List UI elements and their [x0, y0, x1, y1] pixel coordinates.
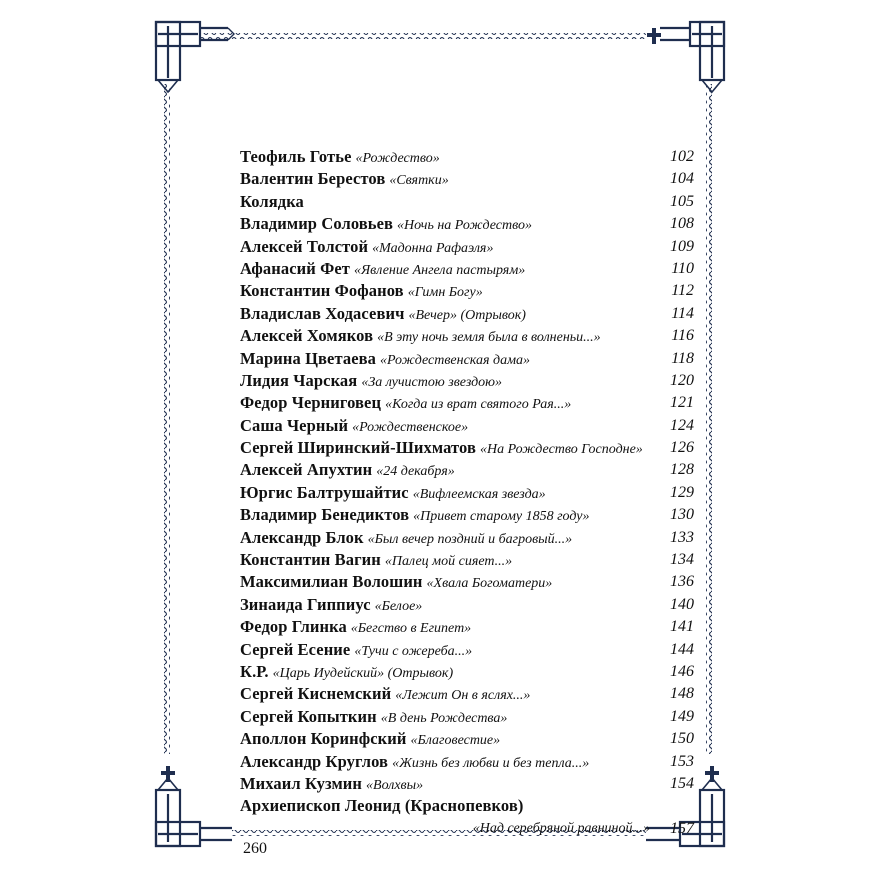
- toc-title: «Явление Ангела пастырям»: [353, 262, 526, 278]
- cross-icon: [705, 766, 719, 782]
- toc-author: Максимилиан Волошин: [240, 572, 423, 592]
- page-number: 260: [243, 840, 267, 857]
- toc-page-number: 110: [671, 259, 694, 277]
- toc-title: «В день Рождества»: [380, 710, 508, 726]
- toc-author: Колядка: [240, 191, 304, 211]
- toc-title: «Лежит Он в яслях...»: [395, 688, 531, 704]
- toc-author: Владимир Соловьев: [240, 214, 394, 234]
- toc-author: Сергей Ширинский-Шихматов: [240, 438, 476, 458]
- toc-page-number: 120: [670, 371, 694, 389]
- toc-entry[interactable]: [240, 728, 694, 750]
- toc-title: «Ночь на Рождество»: [397, 218, 532, 234]
- toc-author: Алексей Толстой: [240, 236, 369, 256]
- toc-entry[interactable]: [240, 325, 694, 347]
- toc-page-number: 154: [670, 774, 694, 792]
- toc-page-number: 126: [670, 439, 694, 457]
- toc-page-number: 109: [670, 237, 694, 255]
- toc-page-number: 116: [671, 327, 694, 345]
- toc-entry-last[interactable]: [240, 795, 694, 817]
- toc-page-number: 157: [670, 819, 694, 837]
- toc-entry[interactable]: [240, 236, 694, 258]
- toc-author: Сергей Есение: [240, 639, 351, 659]
- toc-author: Алексей Апухтин: [240, 460, 373, 480]
- toc-author: Федор Глинка: [240, 617, 347, 637]
- toc-entry[interactable]: [240, 549, 694, 571]
- toc-page-number: 149: [670, 707, 694, 725]
- toc-page-number: 114: [671, 304, 694, 322]
- toc-entry[interactable]: [240, 258, 694, 280]
- toc-title: «Волхвы»: [366, 777, 424, 793]
- toc-author: Лидия Чарская: [240, 370, 358, 390]
- corner-ornament-top-right: [660, 22, 724, 92]
- toc-title: «В эту ночь земля была в волненьи...»: [377, 330, 601, 346]
- toc-page-number: 129: [670, 483, 694, 501]
- toc-entry[interactable]: [240, 191, 694, 213]
- toc-entry[interactable]: [240, 751, 694, 773]
- toc-entry[interactable]: [240, 616, 694, 638]
- corner-ornament-bottom-left: [156, 778, 232, 846]
- toc-page-number: 112: [671, 282, 694, 300]
- toc-author: Федор Черниговец: [240, 393, 382, 413]
- toc-title: «Святки»: [389, 173, 449, 189]
- toc-author: Александр Круглов: [240, 751, 389, 771]
- toc-page-number: 108: [670, 215, 694, 233]
- toc-title: «Палец мой сияет...»: [384, 554, 513, 570]
- toc-title: «24 декабря»: [376, 464, 455, 480]
- cross-icon: [161, 766, 175, 782]
- toc-author: Владимир Бенедиктов: [240, 505, 410, 525]
- toc-title: «Тучи с ожереба...»: [354, 643, 473, 659]
- toc-author: Юргис Балтрушайтис: [240, 482, 409, 502]
- toc-author: Сергей Копыткин: [240, 706, 377, 726]
- toc-entry[interactable]: [240, 392, 694, 414]
- toc-author: Теофиль Готье: [240, 147, 352, 166]
- toc-page-number: 144: [670, 640, 694, 658]
- toc-title: «Жизнь без любви и без тепла...»: [392, 755, 590, 771]
- toc-title: «Рождественское»: [352, 419, 469, 435]
- toc-page-number: 130: [670, 506, 694, 524]
- toc-page-number: 134: [670, 551, 694, 569]
- toc-entry[interactable]: [240, 168, 694, 190]
- toc-title: «Бегство в Египет»: [350, 621, 472, 637]
- toc-author: Валентин Берестов: [240, 169, 386, 189]
- toc-author: Зинаида Гиппиус: [240, 594, 371, 614]
- toc-page-number: 136: [670, 573, 694, 591]
- toc-page-number: 146: [670, 662, 694, 680]
- toc-page-number: 118: [671, 349, 694, 367]
- toc-title: «Вифлеемская звезда»: [412, 486, 546, 502]
- toc-entry[interactable]: [240, 303, 694, 325]
- toc-entry[interactable]: [240, 683, 694, 705]
- toc-title: «Белое»: [374, 598, 423, 614]
- toc-author: Сергей Киснемский: [240, 684, 392, 704]
- toc-entry-last-subline: [240, 818, 694, 840]
- toc-title: «Хвала Богоматери»: [426, 576, 553, 592]
- frame-top-border: [200, 33, 646, 39]
- toc-page-number: 104: [670, 170, 694, 188]
- toc-entry[interactable]: [240, 459, 694, 481]
- toc-title: «Рождество»: [355, 151, 440, 166]
- toc-page-number: 121: [670, 394, 694, 412]
- toc-entry[interactable]: [240, 571, 694, 593]
- toc-page-number: 148: [670, 685, 694, 703]
- toc-title: «Рождественская дама»: [380, 352, 531, 368]
- toc-title: «Мадонна Рафаэля»: [372, 240, 494, 256]
- toc-title: «Был вечер поздний и багровый...»: [367, 531, 573, 547]
- toc-entry[interactable]: [240, 594, 694, 616]
- toc-page-number: 105: [670, 192, 694, 210]
- toc-entry[interactable]: [240, 527, 694, 549]
- toc-author: Михаил Кузмин: [240, 773, 363, 793]
- toc-author: Марина Цветаева: [240, 348, 376, 368]
- toc-title: «Вечер» (Отрывок): [408, 307, 526, 323]
- toc-title: «За лучистою звездою»: [361, 374, 503, 390]
- toc-page-number: 128: [670, 461, 694, 479]
- toc-entry[interactable]: [240, 146, 694, 168]
- toc-page-number: 124: [670, 416, 694, 434]
- toc-page-number: 141: [670, 618, 694, 636]
- toc-entry[interactable]: [240, 661, 694, 683]
- toc-page-number: 153: [670, 752, 694, 770]
- toc-author: К.Р.: [240, 661, 269, 681]
- toc-author: Алексей Хомяков: [240, 326, 374, 346]
- toc-title: «На Рождество Господне»: [479, 442, 643, 458]
- toc-author: Архиепископ Леонид (Краснопевков): [240, 796, 524, 816]
- table-of-contents: [240, 146, 694, 840]
- toc-entry[interactable]: [240, 773, 694, 795]
- toc-author: Александр Блок: [240, 527, 364, 547]
- toc-entry[interactable]: [240, 706, 694, 728]
- cross-icon: [647, 28, 661, 44]
- toc-entry[interactable]: [240, 370, 694, 392]
- toc-title: «Гимн Богу»: [407, 285, 483, 301]
- toc-entry[interactable]: [240, 213, 694, 235]
- toc-entry[interactable]: [240, 437, 694, 459]
- toc-author: Афанасий Фет: [240, 258, 350, 278]
- toc-page-number: 133: [670, 528, 694, 546]
- toc-title: «Царь Иудейский» (Отрывок): [272, 665, 454, 681]
- toc-entry[interactable]: [240, 482, 694, 504]
- toc-title: «Когда из врат святого Рая...»: [385, 397, 572, 413]
- toc-author: Саша Черный: [240, 415, 349, 435]
- toc-page-number: 150: [670, 730, 694, 748]
- toc-author: Константин Вагин: [240, 550, 381, 570]
- toc-entry[interactable]: [240, 639, 694, 661]
- toc-page-number: 102: [670, 148, 694, 165]
- frame-left-border: [164, 84, 170, 754]
- toc-author: Аполлон Коринфский: [240, 729, 407, 749]
- toc-author: Константин Фофанов: [240, 281, 404, 301]
- toc-title: «Над серебряной равниной...»: [472, 820, 650, 836]
- toc-author: Владислав Ходасевич: [240, 303, 405, 323]
- toc-title: «Благовестие»: [410, 733, 501, 749]
- toc-title: «Привет старому 1858 году»: [413, 509, 590, 525]
- toc-entry[interactable]: [240, 348, 694, 370]
- toc-page-number: 140: [670, 595, 694, 613]
- toc-entry[interactable]: [240, 280, 694, 302]
- frame-right-border: [706, 84, 712, 754]
- corner-ornament-top-left: [156, 22, 234, 92]
- toc-entry[interactable]: [240, 415, 694, 437]
- toc-entry[interactable]: [240, 504, 694, 526]
